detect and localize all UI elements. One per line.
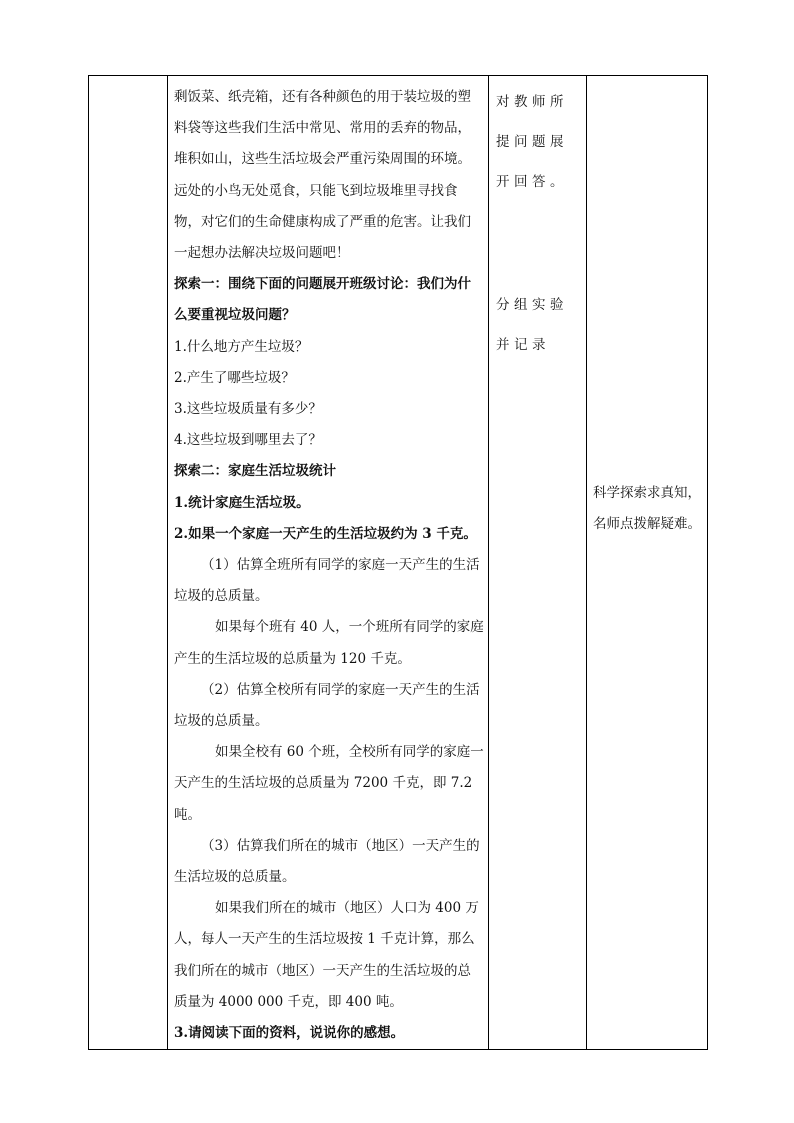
step-three: 3.请阅读下面的资料，说说你的感想。 — [174, 1025, 405, 1042]
design-intent-cell — [587, 76, 708, 1050]
step-one: 1.统计家庭生活垃圾。 — [174, 494, 310, 511]
question-item: 4.这些垃圾到哪里去了？ — [174, 432, 322, 449]
question-item: 3.这些垃圾质量有多少？ — [174, 401, 322, 418]
empty-stage-cell — [89, 76, 168, 1050]
step-two: 2.如果一个家庭一天产生的生活垃圾约为 3 千克。 — [174, 525, 477, 542]
question-item: 1.什么地方产生垃圾？ — [174, 338, 309, 355]
student-activity-cell — [489, 76, 587, 1050]
explore-two-title: 探索二：家庭生活垃圾统计 — [174, 463, 336, 480]
sub-answer-class: 如果每个班有 40 人，一个班所有同学的家庭产生的生活垃圾的总质量为 120 千克。 — [174, 619, 484, 667]
design-intent-text: 科学探索求真知，名师点拨解疑难。 — [593, 485, 701, 533]
teaching-content-cell — [168, 76, 489, 1050]
explore-one-title: 探索一：围绕下面的问题展开班级讨论：我们为什么要重视垃圾问题？ — [174, 276, 471, 324]
spacer — [496, 202, 582, 285]
student-experiment-text: 分组实验并记录 — [496, 297, 568, 353]
student-answer-text: 对教师所提问题展开回答。 — [496, 94, 568, 190]
sub-question-class: （1）估算全班所有同学的家庭一天产生的生活垃圾的总质量。 — [174, 557, 480, 605]
sub-answer-school: 如果全校有 60 个班，全校所有同学的家庭一天产生的生活垃圾的总质量为 7200 千克，即 7.2 吨。 — [174, 744, 484, 823]
question-item: 2.产生了哪些垃圾？ — [174, 369, 295, 386]
sub-question-city: （3）估算我们所在的城市（地区）一天产生的生活垃圾的总质量。 — [174, 837, 480, 886]
table-row — [89, 76, 708, 1050]
lesson-plan-table — [88, 75, 708, 1050]
intro-paragraph: 剩饭菜、纸壳箱，还有各种颜色的用于装垃圾的塑料袋等这些我们生活中常见、常用的丢弃的物品，堆积如山，这些生活垃圾会严重污染周围的环境。远处的小鸟无处觅食，只能飞到垃圾堆里寻找食物，对它们的生命健康构成了严重的危害。让我们一起想办法解决垃圾问题吧！ — [174, 89, 471, 262]
sub-answer-city: 如果我们所在的城市（地区）人口为 400 万人，每人一天产生的生活垃圾按 1 千克计算，那么我们所在的城市（地区）一天产生的生活垃圾的总质量为 4000 000 千克，即 400 吨。 — [174, 900, 479, 1010]
sub-question-school: （2）估算全校所有同学的家庭一天产生的生活垃圾的总质量。 — [174, 681, 480, 730]
